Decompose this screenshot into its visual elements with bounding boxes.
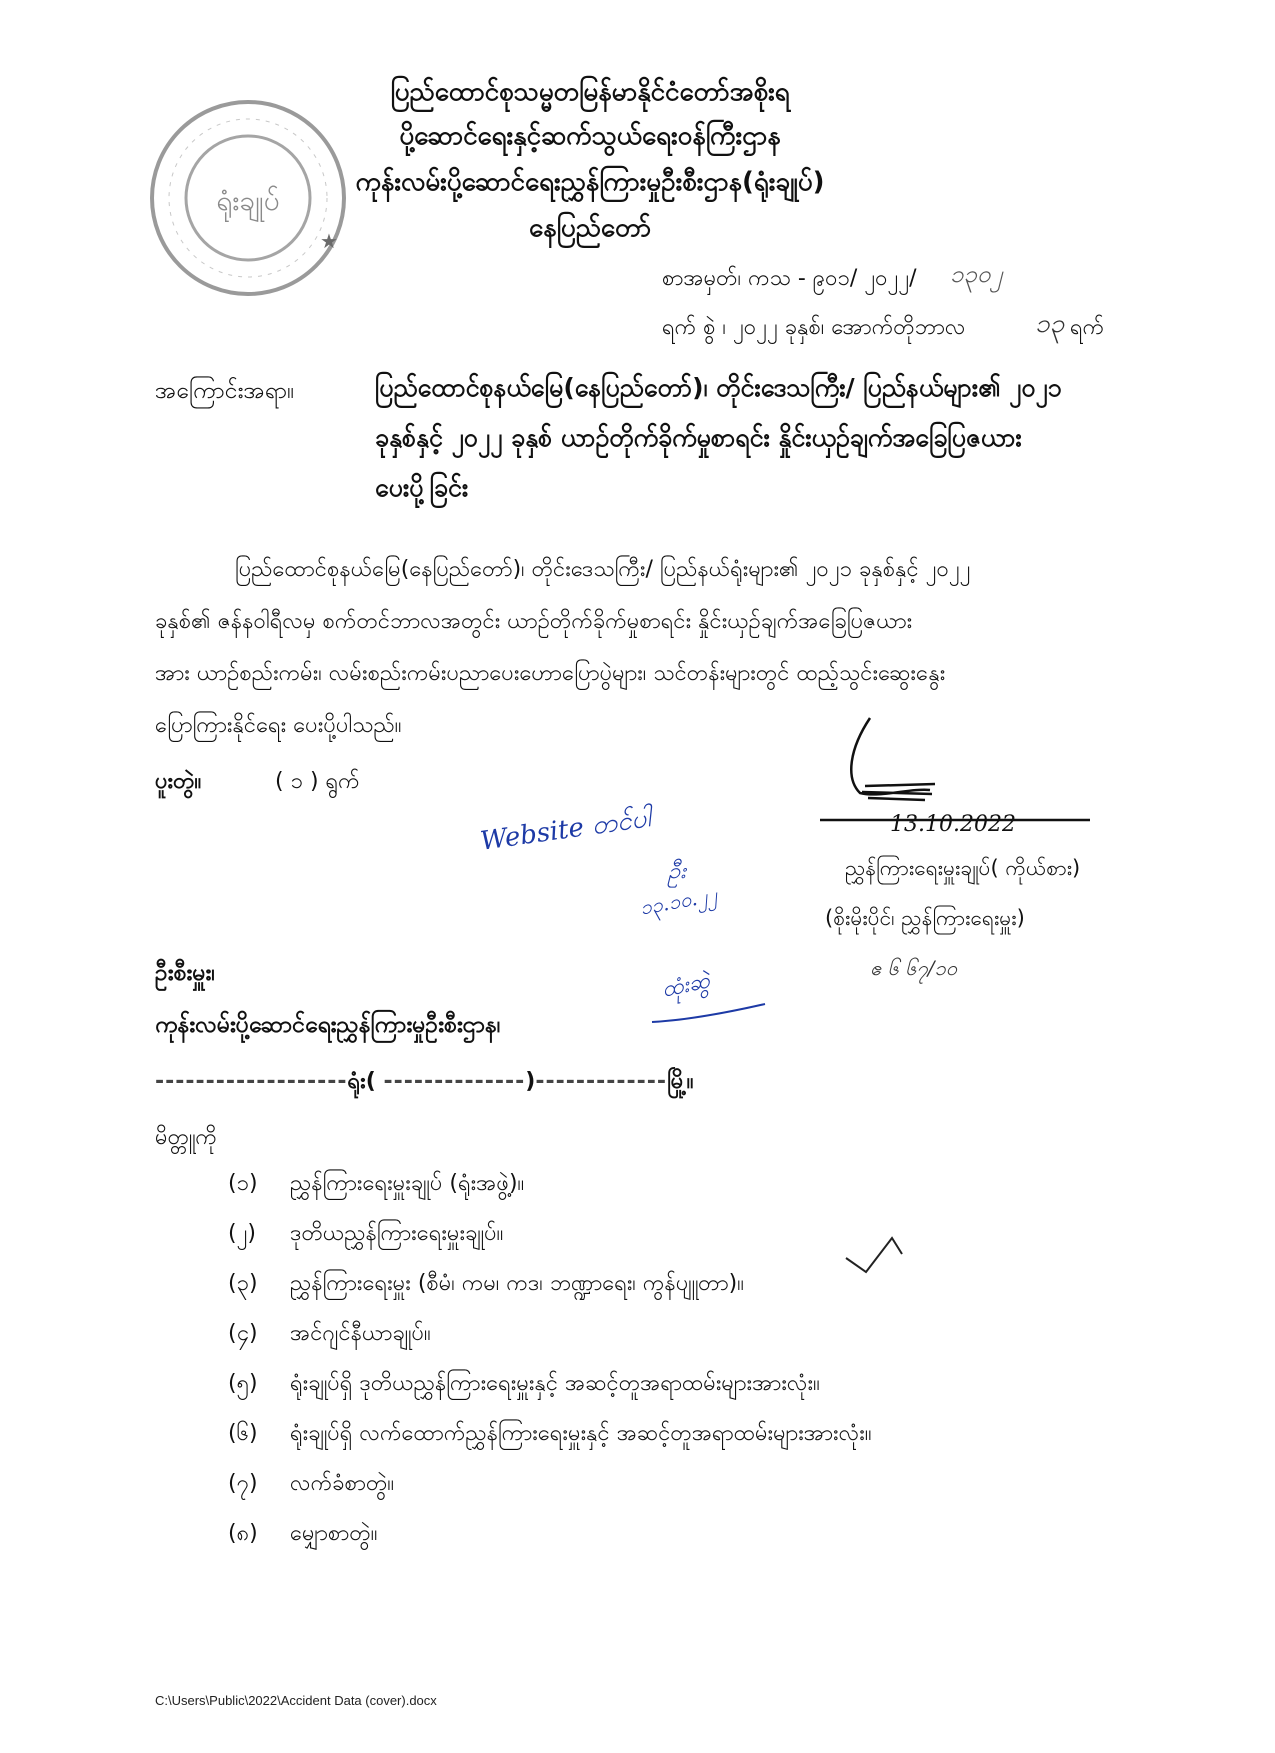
date-line-suffix: ရက်: [1070, 315, 1105, 340]
cc-item-text: မျှောစာတွဲ။: [290, 1521, 378, 1546]
handwritten-initial: ဦး: [668, 859, 686, 884]
close-paren: ): [525, 1069, 536, 1094]
handwritten-sign-note: ထုံးဆွဲ: [659, 968, 712, 1003]
svg-text:ရုံးချုပ်: ရုံးချုပ်: [216, 184, 280, 217]
svg-text:★: ★: [320, 229, 338, 253]
cc-item-number: (၆): [228, 1421, 258, 1446]
cc-item-text: ညွှန်ကြားရေးမှူး (စီမံ၊ ကမ၊ ကဒ၊ ဘဏ္ဍာရေး၊ ကွန်ပျူတာ)။: [290, 1271, 744, 1296]
body-line-4: ပြောကြားနိုင်ရေး ပေးပို့ပါသည်။: [155, 713, 402, 738]
subject-line-1: ပြည်ထောင်စုနယ်မြေ(နေပြည်တော်)၊ တိုင်းဒေသကြီး/ ပြည်နယ်များ၏ ၂၀၂၁: [375, 373, 1062, 402]
subject-line-3: ပေးပို့ခြင်း: [375, 473, 469, 502]
cc-label: မိတ္တူကို: [155, 1125, 217, 1150]
body-line-1: ပြည်ထောင်စုနယ်မြေ(နေပြည်တော်)၊ တိုင်းဒေသကြီး/ ပြည်နယ်ရုံးများ၏ ၂၀၂၁ ခုနှစ်နှင့် ၂၀၂၂: [235, 557, 971, 582]
cc-item-number: (၃): [228, 1271, 258, 1296]
letter-number-handwritten: ၁၃၀၂: [950, 260, 1003, 288]
body-line-2: ခုနှစ်၏ ဇန်နဝါရီလမှ စက်တင်ဘာလအတွင်း ယာဉ်တိုက်ခိုက်မှုစာရင်း နှိုင်းယှဉ်ချက်အခြေပြဇယား: [155, 609, 913, 634]
signatory-title: ညွှန်ကြားရေးမှူးချုပ်( ကိုယ်စား): [845, 856, 1081, 880]
footer-file-path: C:\Users\Public\2022\Accident Data (cover).docx: [155, 1693, 437, 1708]
handwritten-website-note: Website တင်ပါ: [478, 803, 653, 857]
cc-item-number: (၇): [228, 1471, 258, 1496]
body-line-3: အား ယာဉ်စည်းကမ်း၊ လမ်းစည်းကမ်းပညာပေးဟောပြောပွဲများ၊ သင်တန်းများတွင် ထည့်သွင်းဆွေးနွေး: [155, 661, 946, 686]
checkmark-annotation: [842, 1228, 912, 1278]
cc-item-text: ညွှန်ကြားရေးမှူးချုပ် (ရုံးအဖွဲ့)။: [290, 1171, 525, 1196]
signature-scribble: [840, 708, 1100, 818]
header-city: နေပြည်တော်: [528, 213, 652, 243]
city-label: မြို့။: [667, 1069, 694, 1094]
cc-item-number: (၁): [228, 1171, 258, 1196]
addressee-address-line: [155, 1066, 693, 1099]
date-line-prefix: ရက် စွဲ ၊ ၂၀၂၂ ခုနှစ်၊ အောက်တိုဘာလ: [662, 315, 966, 340]
letter-number-label: စာအမှတ်၊ ကသ - ၉၀၁/ ၂၀၂၂/: [662, 266, 917, 291]
handwritten-underline-stroke: [650, 1000, 770, 1030]
subject-label: အကြောင်းအရာ။: [155, 378, 295, 404]
header-ministry-government: ပြည်ထောင်စုသမ္မတမြန်မာနိုင်ငံတော်အစိုးရ: [390, 77, 790, 107]
cc-item-text: ရုံးချုပ်ရှိ လက်ထောက်ညွှန်ကြားရေးမှူးနှင့် အဆင့်တူအရာထမ်းများအားလုံး။: [290, 1421, 872, 1446]
cc-item-text: အင်ဂျင်နီယာချုပ်။: [290, 1321, 431, 1346]
cc-item-text: ဒုတိယညွှန်ကြားရေးမှူးချုပ်။: [290, 1221, 504, 1246]
handwritten-receipt-note: ဧ ၆ ၆၇/၁၀: [870, 956, 957, 980]
cc-item-text: လက်ခံစာတွဲ။: [290, 1471, 395, 1496]
cc-item-text: ရုံးချုပ်ရှိ ဒုတိယညွှန်ကြားရေးမှူးနှင့် အဆင့်တူအရာထမ်းများအားလုံး။: [290, 1371, 820, 1396]
cc-item-number: (၂): [228, 1221, 256, 1246]
date-handwritten-day: ၁၃: [1035, 309, 1065, 339]
cc-item-number: (၅): [228, 1371, 258, 1396]
handwritten-initial-date: ၁၃.၁၀.၂၂: [638, 882, 719, 920]
blank-city: -------------: [535, 1069, 668, 1094]
addressee-title: ဦးစီးမှူး၊: [155, 960, 215, 986]
attachment-label: ပူးတွဲ။: [155, 769, 202, 794]
attachment-value: ( ၁ ) ရွက်: [275, 769, 360, 794]
cc-item-number: (၄): [228, 1321, 258, 1346]
blank-region: -------------------: [155, 1069, 348, 1094]
subject-line-2: ခုနှစ်နှင့် ၂၀၂၂ ခုနှစ် ယာဉ်တိုက်ခိုက်မှုစာရင်း နှိုင်းယှဉ်ချက်အခြေပြဇယား: [375, 423, 1022, 452]
header-ministry: ပို့ဆောင်ရေးနှင့်ဆက်သွယ်ရေးဝန်ကြီးဌာန: [399, 121, 781, 151]
office-label: ရုံး(: [347, 1069, 376, 1094]
cc-item-number: (၈): [228, 1521, 258, 1546]
signatory-name: (စိုးမိုးပိုင်၊ ညွှန်ကြားရေးမှူး): [825, 906, 1025, 930]
blank-office: --------------: [383, 1069, 526, 1094]
header-department: ကုန်းလမ်းပို့ဆောင်ရေးညွှန်ကြားမှုဦးစီးဌာန(ရုံးချုပ်): [355, 167, 825, 197]
signature-date-handwritten: 13.10.2022: [890, 812, 1016, 837]
addressee-department: ကုန်းလမ်းပို့ဆောင်ရေးညွှန်ကြားမှုဦးစီးဌာန၊: [155, 1012, 501, 1038]
